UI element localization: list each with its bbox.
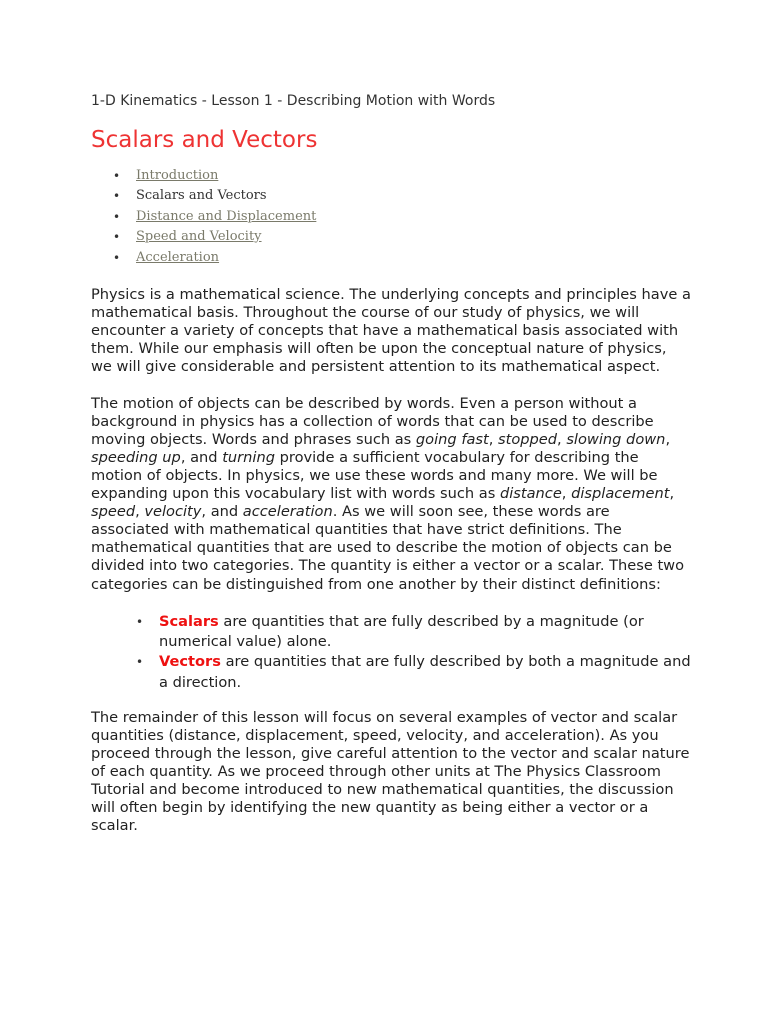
term-turning: turning xyxy=(222,448,275,466)
term-slowing-down: slowing down xyxy=(566,430,666,448)
toc-link-acceleration[interactable]: Acceleration xyxy=(136,249,220,265)
definition-text: are quantities that are fully described by a magnitude (or numerical value) alone. xyxy=(159,612,644,650)
breadcrumb: 1-D Kinematics - Lesson 1 - Describing Motion with Words xyxy=(91,93,496,109)
paragraph-motion-words xyxy=(91,395,691,594)
toc-item-distance-displacement[interactable] xyxy=(113,207,691,227)
toc-link-speed-velocity[interactable]: Speed and Velocity xyxy=(136,229,262,245)
definitions-list xyxy=(91,612,691,693)
term-velocity: velocity xyxy=(144,503,202,521)
toc-item-acceleration[interactable] xyxy=(113,248,691,268)
definition-scalars xyxy=(136,612,691,653)
term-speeding-up: speeding up xyxy=(91,448,181,466)
term-distance: distance xyxy=(499,485,562,503)
text-run: , xyxy=(665,430,671,448)
toc-item-scalars-and-vectors xyxy=(113,186,691,206)
text-run: . As we will soon see, these words are associated with mathematical quantities that have strict definitions. The mathematical quantities that are used to describe the motion of objects can be divided into two categories. The quantity is either a vector or a scalar. These two categories can be distinguished from one another by their distinct definitions: xyxy=(91,503,685,593)
term-displacement: displacement xyxy=(571,485,670,503)
lesson-toc xyxy=(91,166,691,268)
paragraph-intro: Physics is a mathematical science. The underlying concepts and principles have a mathematical basis. Throughout the course of our study of physics, we will encounter a variety of concepts that have a mathematical basis associated with them. While our emphasis will often be upon the conceptual nature of physics, we will give considerable and persistent attention to its mathematical aspect. xyxy=(91,286,691,376)
text-run: The motion of objects can be described by words. Even a person without a background in physics has a collection of words that can be used to describe moving objects. Words and phrases such as xyxy=(91,394,654,448)
text-run: , and xyxy=(201,503,243,521)
text-run: , xyxy=(135,503,145,521)
toc-item-speed-velocity[interactable] xyxy=(113,227,691,247)
definition-term: Vectors xyxy=(159,653,221,671)
term-acceleration: acceleration xyxy=(242,503,333,521)
text-run: , and xyxy=(180,448,223,466)
definition-vectors xyxy=(136,652,691,693)
toc-link-introduction[interactable]: Introduction xyxy=(136,168,219,183)
page-title: Scalars and Vectors xyxy=(91,127,318,153)
text-run: , xyxy=(557,430,567,448)
term-stopped: stopped xyxy=(498,430,558,448)
text-run: , xyxy=(488,430,499,448)
toc-item-introduction[interactable] xyxy=(113,166,691,186)
definition-term: Scalars xyxy=(159,612,219,630)
paragraph-remainder: The remainder of this lesson will focus on several examples of vector and scalar quantities (distance, displacement, speed, velocity, and acceleration). As you proceed through the lesson, give careful attention to the vector and scalar nature of each quantity. As we proceed through other units at The Physics Classroom Tutorial and become introduced to new mathematical quantities, the discussion will often begin by identifying the new quantity as being either a vector or a scalar. xyxy=(91,708,690,835)
text-run: provide a sufficient vocabulary for describing the motion of objects. In physics, we use these words and many more. We will be expanding upon this vocabulary list with words such as xyxy=(91,448,658,503)
term-going-fast: going fast xyxy=(415,430,489,448)
toc-current-scalars-and-vectors: Scalars and Vectors xyxy=(136,188,267,204)
term-speed: speed xyxy=(91,503,136,521)
text-run: , xyxy=(669,485,675,503)
text-run: , xyxy=(561,485,572,503)
definition-text: are quantities that are fully described by both a magnitude and a direction. xyxy=(159,653,691,691)
document-page xyxy=(91,91,691,835)
toc-link-distance-displacement[interactable]: Distance and Displacement xyxy=(136,208,317,224)
